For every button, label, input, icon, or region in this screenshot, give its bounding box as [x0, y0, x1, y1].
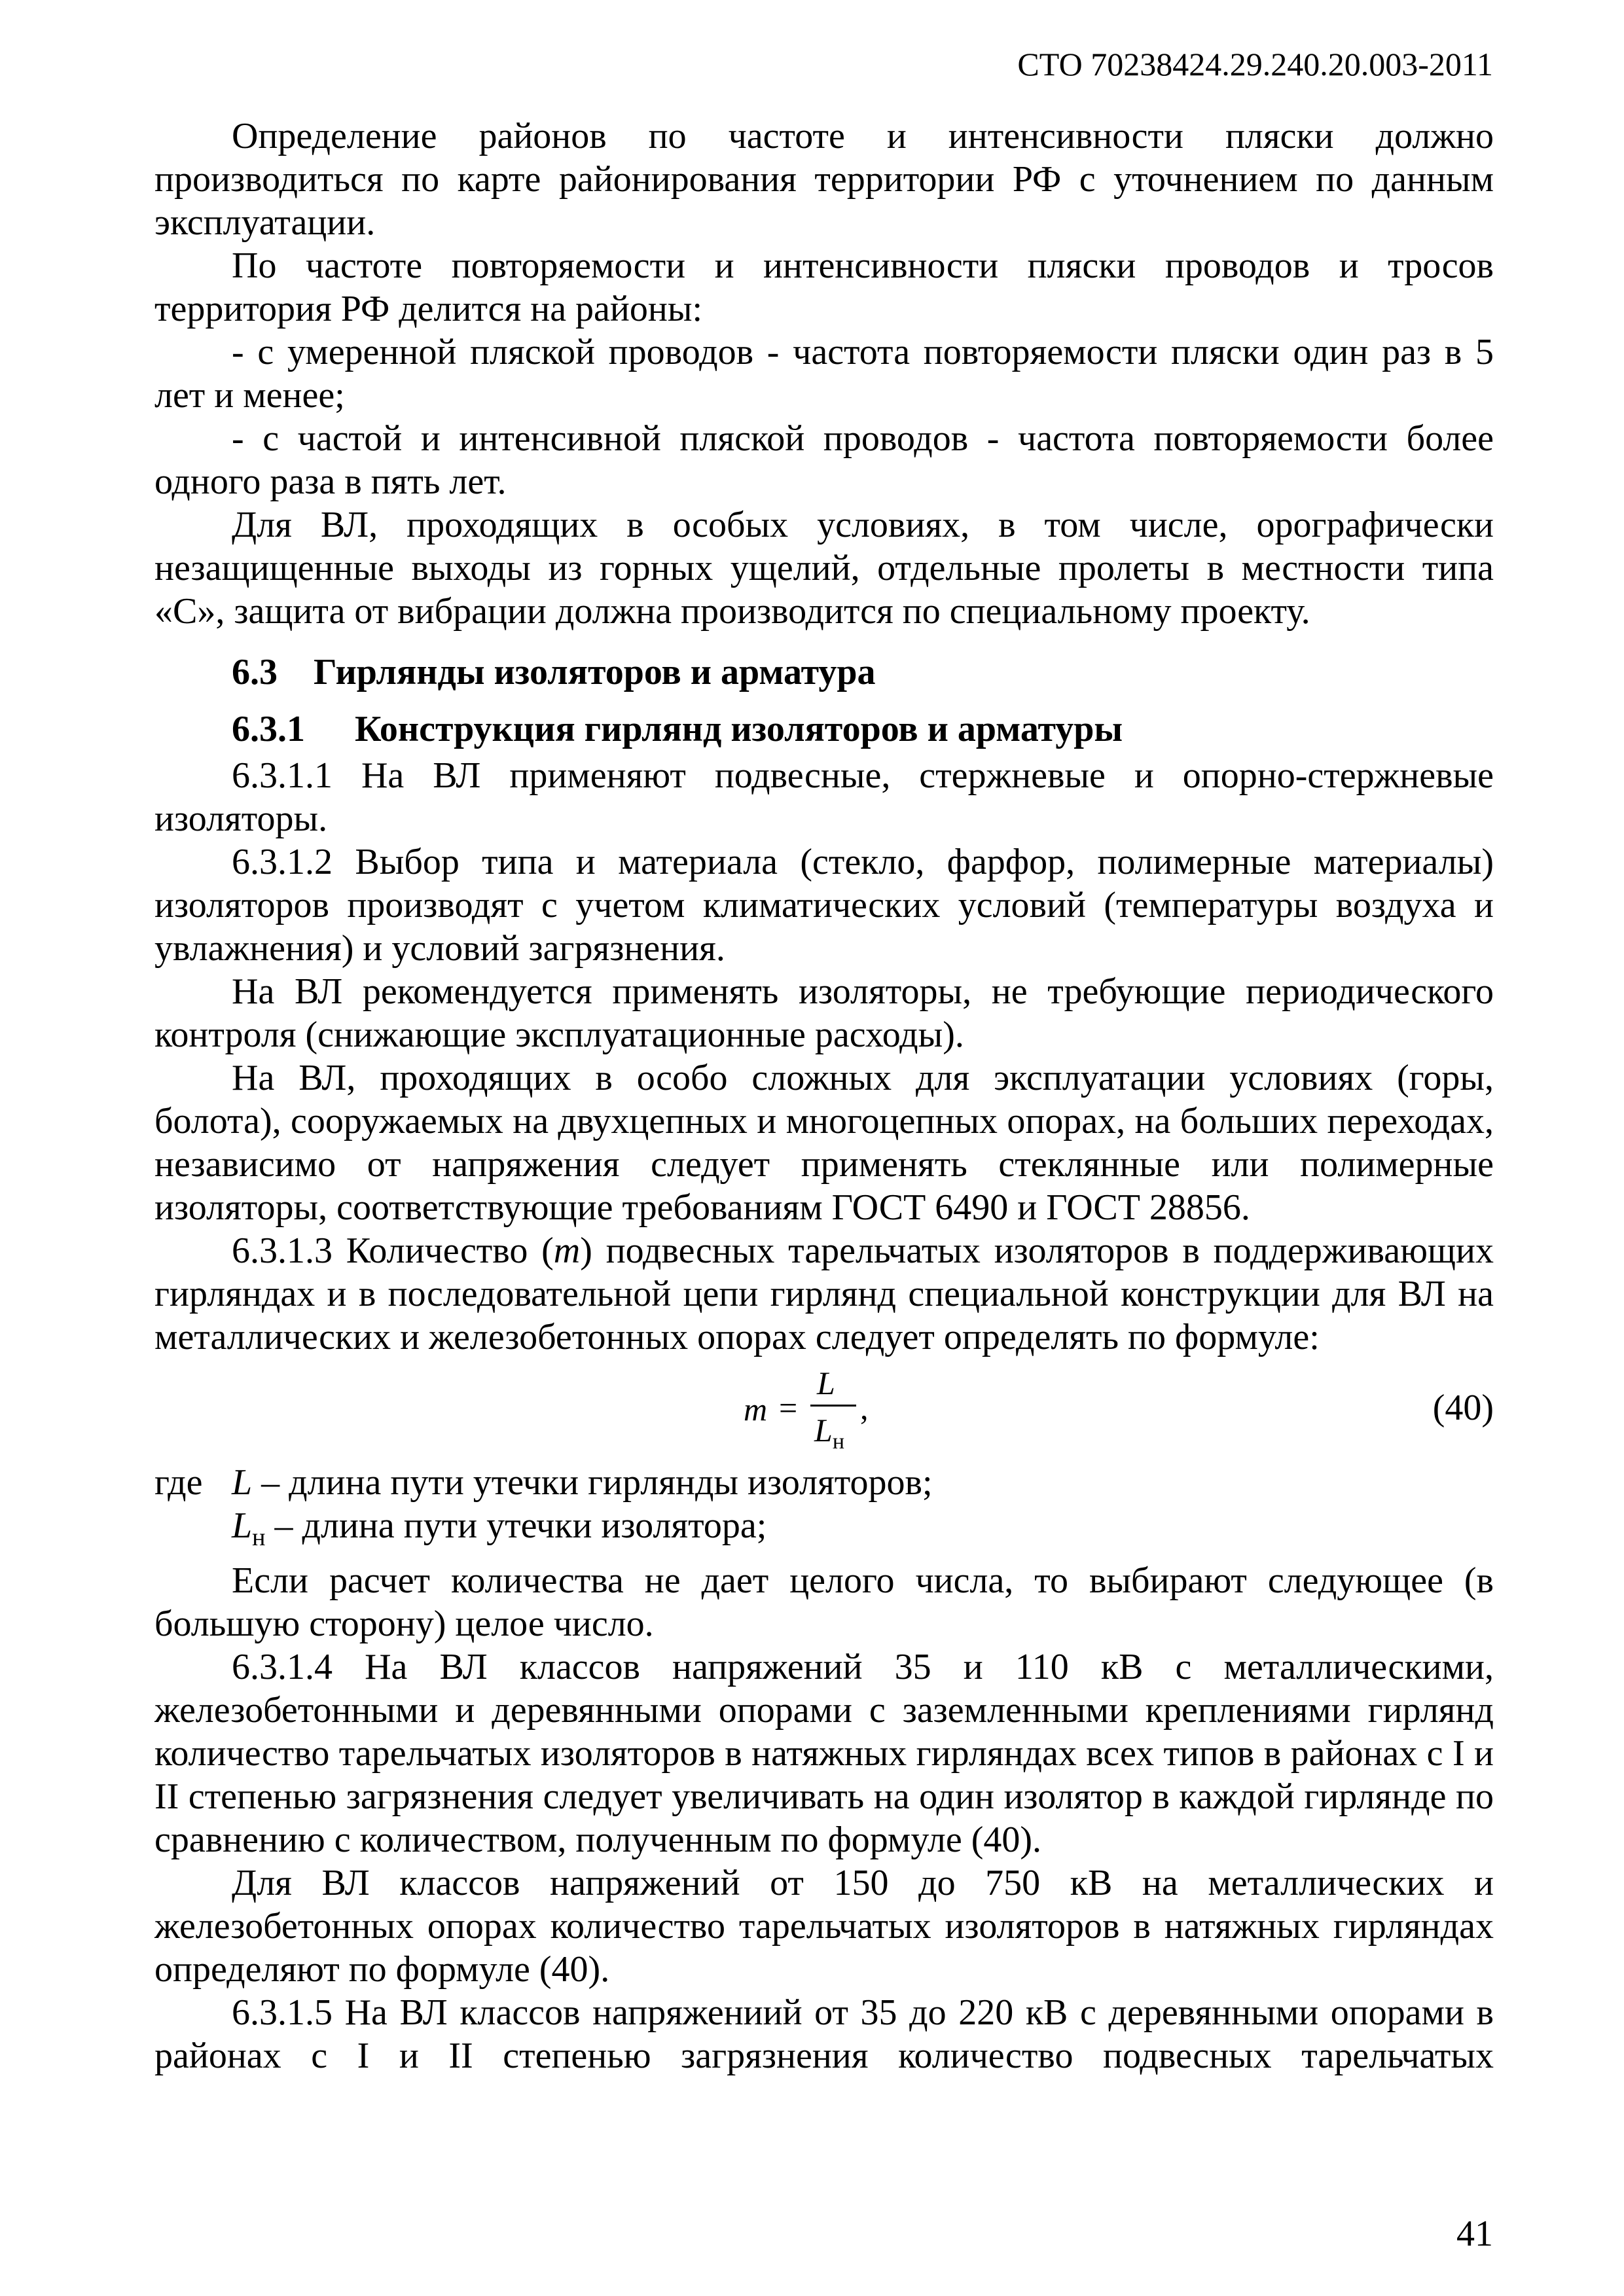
formula-comma: , — [860, 1390, 869, 1426]
variable-ln-base: L — [232, 1505, 253, 1546]
formula-equals: = — [779, 1390, 798, 1426]
clause-text-end: ) подвесных тарельчатых изоляторов в поддерживающих гирляндах и в последовательной цепи гирлянд специальной конструкции для ВЛ на металлических и железобетонных опорах следует определять по формуле: — [154, 1230, 1494, 1357]
list-item-frequent-galloping: - с частой и интенсивной пляской проводов - частота повторяемости более одного раза в пять лет. — [154, 418, 1494, 502]
section-number: 6.3.1 — [232, 709, 305, 749]
formula-denominator — [814, 1408, 844, 1463]
where-ln-text: – длина пути утечки изолятора; — [265, 1505, 767, 1546]
page-body — [154, 115, 1494, 2077]
formula-lhs: m — [744, 1391, 768, 1427]
paragraph-150-750kv: Для ВЛ классов напряжений от 150 до 750 кВ на металлических и железобетонных опорах количество тарельчатых изоляторов в натяжных гирляндах определяют по формуле (40). — [154, 1863, 1494, 1990]
clause-6-3-1-5: 6.3.1.5 На ВЛ классов напряжениий от 35 до 220 кВ с деревянными опорами в районах с I и II степенью загрязнения количество подвесных тарельчатых — [154, 1992, 1494, 2077]
clause-6-3-1-1: 6.3.1.1 На ВЛ применяют подвесные, стержневые и опорно-стержневые изоляторы. — [154, 755, 1494, 839]
denominator-var: L — [814, 1412, 833, 1448]
denominator-subscript: н — [832, 1429, 845, 1454]
section-heading-6-3-1 — [154, 705, 1494, 754]
paragraph-special-conditions: Для ВЛ, проходящих в особых условиях, в том числе, орографически незащищенные выходы из горных ущелий, отдельные пролеты в местности типа «С», защита от вибрации должна производится по специальному проекту. — [154, 505, 1494, 632]
clause-6-3-1-3 — [154, 1229, 1494, 1359]
paragraph-regions-definition: Определение районов по частоте и интенсивности пляски должно производиться по карте районирования территории РФ с уточнением по данным эксплуатации. — [154, 116, 1494, 243]
section-title: Гирлянды изоляторов и арматура — [314, 652, 876, 692]
variable-m: m — [553, 1230, 581, 1271]
section-heading-6-3 — [154, 648, 1494, 697]
list-item-moderate-galloping: - с умеренной пляской проводов - частота повторяемости пляски один раз в 5 лет и менее; — [154, 332, 1494, 416]
where-ln-line — [154, 1504, 1494, 1559]
where-l-text: – длина пути утечки гирлянды изоляторов; — [252, 1462, 933, 1503]
clause-text-start: 6.3.1.3 Количество ( — [232, 1230, 554, 1271]
variable-l: L — [232, 1462, 253, 1503]
formula-40 — [154, 1361, 1494, 1456]
paragraph-recommendation: На ВЛ рекомендуется применять изоляторы, не требующие периодического контроля (снижающие эксплуатационные расходы). — [154, 971, 1494, 1055]
section-title: Конструкция гирлянд изоляторов и арматуры — [355, 709, 1123, 749]
paragraph-difficult-conditions: На ВЛ, проходящих в особо сложных для эксплуатации условиях (горы, болота), сооружаемых на двухцепных и многоцепных опорах, на больших переходах, независимо от напряжения следует применять стеклянные или полимерные изоляторы, соответствующие требованиям ГОСТ 6490 и ГОСТ 28856. — [154, 1058, 1494, 1228]
document-code-header: СТО 70238424.29.240.20.003-2011 — [1017, 46, 1493, 82]
clause-6-3-1-2: 6.3.1.2 Выбор типа и материала (стекло, фарфор, полимерные материалы) изоляторов производят с учетом климатических условий (температуры воздуха и увлажнения) и условий загрязнения. — [154, 842, 1494, 969]
where-word: где — [154, 1462, 203, 1503]
variable-ln — [232, 1505, 266, 1552]
paragraph-rounding: Если расчет количества не дает целого числа, то выбирают следующее (в большую сторону) целое число. — [154, 1560, 1494, 1645]
variable-ln-subscript: н — [252, 1524, 266, 1552]
fraction-bar — [810, 1405, 856, 1407]
paragraph-regions-division: По частоте повторяемости и интенсивности пляски проводов и тросов территория РФ делится на районы: — [154, 245, 1494, 329]
section-number: 6.3 — [232, 652, 278, 692]
equation-number: (40) — [1432, 1388, 1494, 1428]
formula-numerator: L — [817, 1365, 835, 1401]
where-l-line — [154, 1461, 1494, 1504]
page-number: 41 — [1456, 2214, 1493, 2254]
clause-6-3-1-4: 6.3.1.4 На ВЛ классов напряжений 35 и 110 кВ с металлическими, железобетонными и деревянными опорами с заземленными креплениями гирлянд количество тарельчатых изоляторов в натяжных гирляндах всех типов в районах с I и II степенью загрязнения следует увеличивать на один изолятор в каждой гирлянде по сравнению с количеством, полученным по формуле (40). — [154, 1647, 1494, 1861]
